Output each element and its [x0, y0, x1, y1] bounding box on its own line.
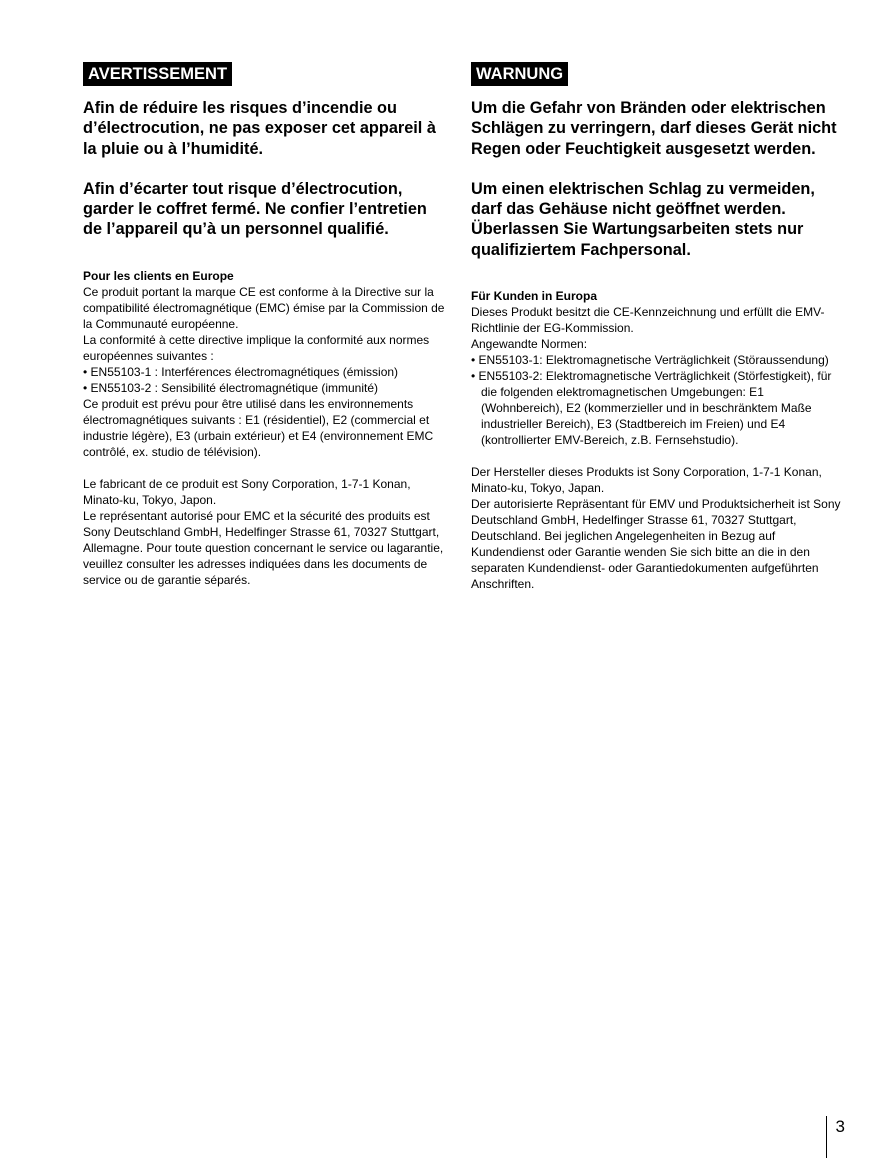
page-number-rule: [826, 1116, 827, 1158]
fr-section-title: Pour les clients en Europe: [83, 268, 234, 283]
fr-para-ce: Ce produit portant la marque CE est conforme à la Directive sur la compatibilité électromagnétique (EMC) émise par la Commission de la Communauté européenne.: [83, 284, 445, 331]
de-warning-shock: Um einen elektrischen Schlag zu vermeiden, darf das Gehäuse nicht geöffnet werden. Überlassen Sie Wartungsarbeiten stets nur qualifiziertem Fachpersonal.: [471, 179, 815, 259]
page-number: 3: [835, 1117, 845, 1136]
de-bullet-emission: • EN55103-1: Elektromagnetische Verträglichkeit (Störaussendung): [471, 352, 841, 368]
fr-para-environments: Ce produit est prévu pour être utilisé dans les environnements électromagnétiques suivants : E1 (résidentiel), E2 (commercial et industrie légère), E3 (urbain extérieur) et E4 (environnement EMC contrôlé, ex. studio de télévision).: [83, 396, 434, 459]
avertissement-banner: AVERTISSEMENT: [83, 62, 232, 86]
fr-warning-fire: Afin de réduire les risques d’incendie ou d’électrocution, ne pas exposer cet appareil à la pluie ou à l’humidité.: [83, 99, 436, 158]
fr-bullet-emission: • EN55103-1 : Interférences électromagnétiques (émission): [83, 364, 448, 380]
de-para-representative: Der autorisierte Repräsentant für EMV und Produktsicherheit ist Sony Deutschland GmbH, Hedelfinger Strasse 61, 70327 Stuttgart, Deutschland. Bei jeglichen Angelegenheiten in Bezug auf Kundendienst oder Garantie wenden Sie sich bitte an die in den separaten Kundendienst- oder Garantiedokumenten aufgeführten Anschriften.: [471, 497, 841, 592]
de-section-title: Für Kunden in Europa: [471, 289, 597, 304]
fr-para-conformity: La conformité à cette directive implique la conformité aux normes européennes suivantes :: [83, 332, 430, 363]
warnung-banner: WARNUNG: [471, 62, 568, 86]
fr-para-representative: Le représentant autorisé pour EMC et la sécurité des produits est Sony Deutschland GmbH, Hedelfinger Strasse 61, 70327 Stuttgart, Allemagne. Pour toute question concernant le service ou lagarantie, veuillez consulter les adresses indiquées dans les documents de service ou de garantie séparés.: [83, 508, 444, 587]
de-para-ce: Dieses Produkt besitzt die CE-Kennzeichnung und erfüllt die EMV-Richtlinie der EG-Kommission.: [471, 305, 825, 336]
de-para-manufacturer: Der Hersteller dieses Produkts ist Sony Corporation, 1-7-1 Konan, Minato-ku, Tokyo, Japan.: [471, 465, 822, 496]
de-bullet-immunity: • EN55103-2: Elektromagnetische Verträglichkeit (Störfestigkeit), für die folgenden elektromagnetischen Umgebungen: E1 (Wohnbereich), E2 (kommerzieller und in beschränktem Maße industrieller Bereich), E3 (Stadtbereich im Freien) und E4 (kontrollierter EMV-Bereich, z.B. Fernsehstudio).: [471, 368, 841, 448]
fr-bullet-immunity: • EN55103-2 : Sensibilité électromagnétique (immunité): [83, 380, 448, 396]
french-column: [83, 62, 448, 588]
fr-warning-shock: Afin d’écarter tout risque d’électrocution, garder le coffret fermé. Ne confier l’entretien de l’appareil qu’à un personnel qualifié.: [83, 179, 427, 239]
de-para-standards: Angewandte Normen:: [471, 337, 588, 352]
german-column: [471, 62, 841, 592]
fr-para-manufacturer: Le fabricant de ce produit est Sony Corporation, 1-7-1 Konan, Minato-ku, Tokyo, Japon.: [83, 476, 411, 507]
de-warning-fire: Um die Gefahr von Bränden oder elektrischen Schlägen zu verringern, darf dieses Gerät nicht Regen oder Feuchtigkeit ausgesetzt werden.: [471, 99, 837, 158]
